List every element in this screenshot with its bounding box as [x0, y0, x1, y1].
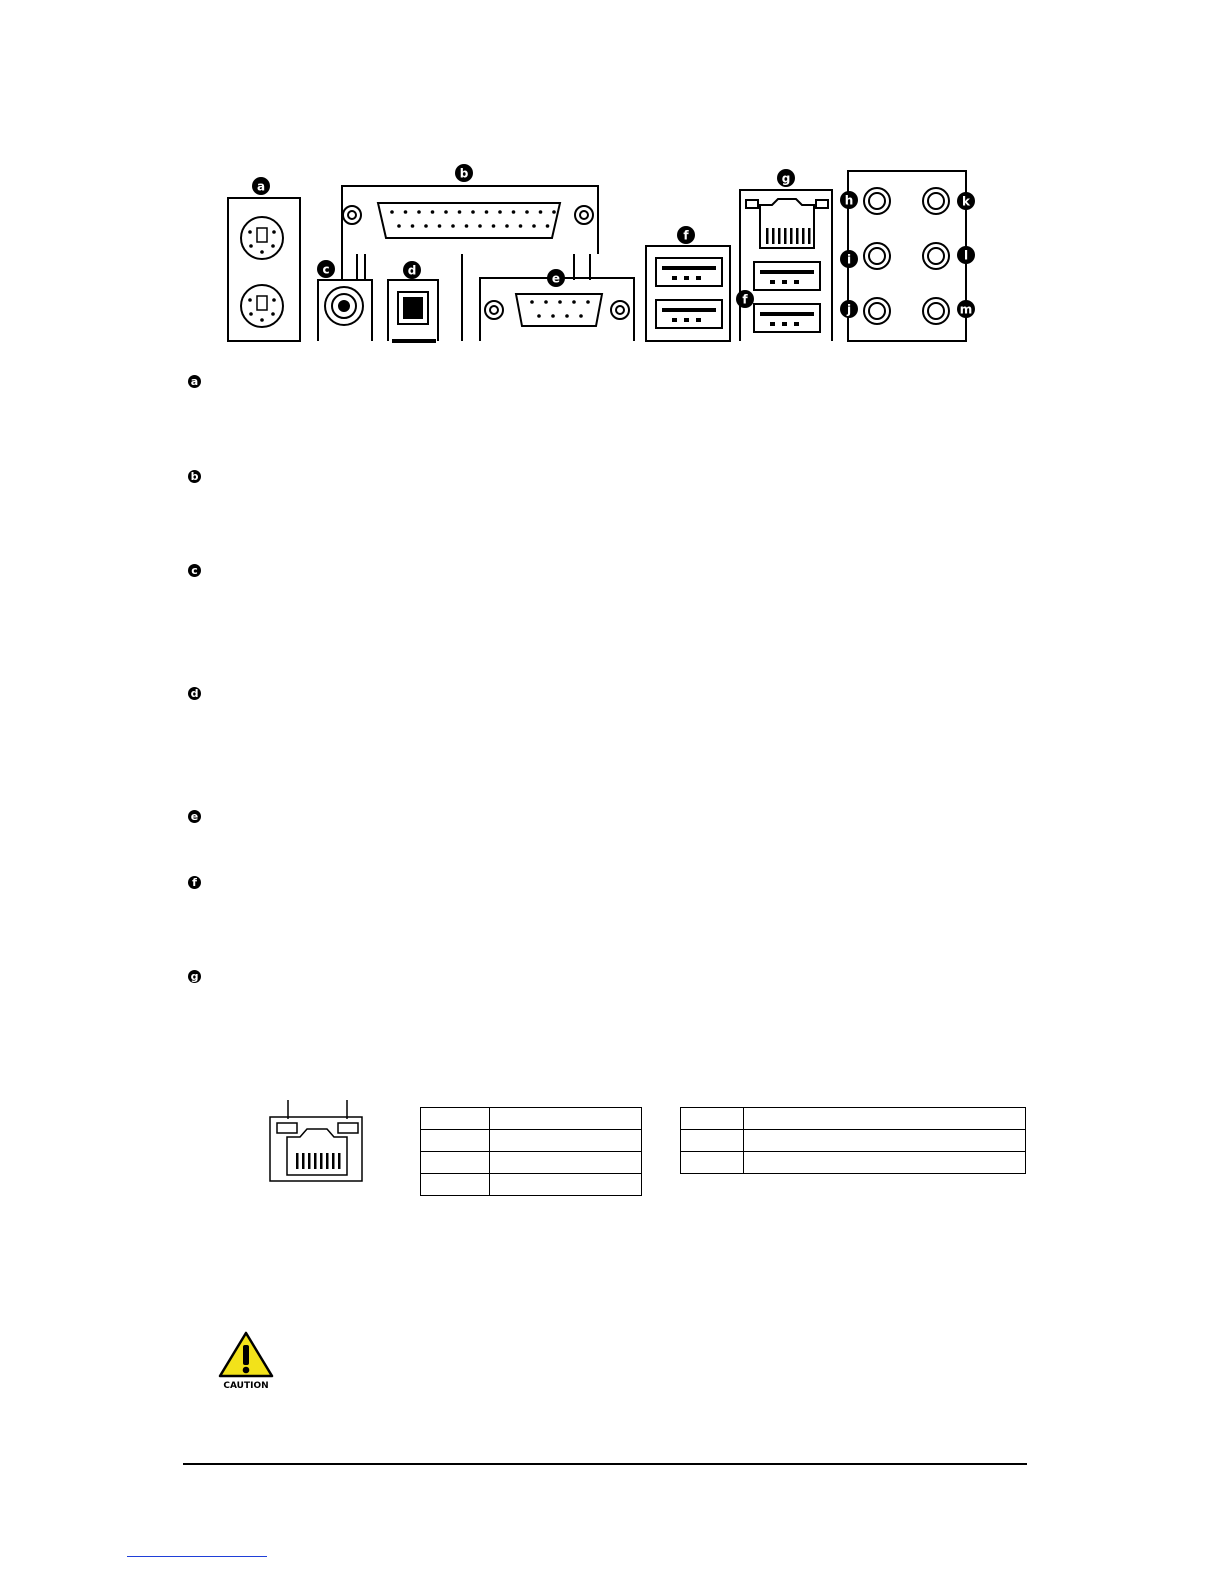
callout-e: e [551, 271, 561, 286]
caution-icon [216, 1330, 276, 1392]
table-row [421, 1130, 642, 1152]
callout-a: a [256, 179, 266, 194]
audio-jack-k [923, 188, 949, 214]
parallel-pin [512, 210, 516, 214]
callout-d: d [407, 263, 417, 278]
parallel-pin [498, 210, 502, 214]
audio-jack-h [864, 188, 890, 214]
audio-jack-m [923, 298, 949, 324]
table-row [681, 1130, 1026, 1152]
usb-port-1 [656, 258, 722, 286]
footer-link-underline [127, 1556, 267, 1557]
parallel-pin [424, 224, 428, 228]
parallel-pin [525, 210, 529, 214]
parallel-pin [519, 224, 523, 228]
ps2-port-block [228, 198, 300, 341]
callout-f-top: f [683, 228, 689, 243]
audio-jack-i [864, 243, 890, 269]
lan-activity-led-table [680, 1107, 1026, 1174]
section-a-marker: a [188, 375, 201, 388]
usb-port-3 [754, 262, 820, 290]
parallel-port-frame [342, 186, 598, 254]
parallel-pin [546, 224, 550, 228]
table-row [681, 1108, 1026, 1130]
callout-j: j [846, 302, 852, 317]
lan-led-diagram [265, 1095, 367, 1185]
section-e-marker: e [188, 810, 201, 823]
parallel-pin [539, 210, 543, 214]
usb-port-block [646, 246, 730, 341]
footer-rule [183, 1463, 1027, 1465]
usb-port-4 [754, 304, 820, 332]
parallel-pin [478, 224, 482, 228]
parallel-pin [390, 210, 394, 214]
section-c-marker: c [188, 564, 201, 577]
section-g-marker: g [188, 970, 201, 983]
section-f-marker: f [188, 876, 201, 889]
callout-m: m [959, 302, 973, 317]
table-row [421, 1152, 642, 1174]
callout-b: b [459, 166, 469, 181]
parallel-port-shell [378, 203, 560, 238]
callout-f-bottom: f [742, 292, 748, 307]
parallel-pin [492, 224, 496, 228]
parallel-pin [485, 210, 489, 214]
caution-label: CAUTION [223, 1381, 269, 1391]
serial-port-shell [516, 294, 602, 326]
parallel-pin [458, 210, 462, 214]
parallel-pin [404, 210, 408, 214]
section-d-marker: d [188, 687, 201, 700]
lan-speed-led-table [420, 1107, 642, 1196]
table-row [421, 1174, 642, 1196]
parallel-pin [451, 224, 455, 228]
parallel-pin [444, 210, 448, 214]
callout-k: k [962, 194, 970, 209]
callout-i: i [846, 252, 852, 267]
parallel-pin [411, 224, 415, 228]
parallel-pin [505, 224, 509, 228]
callout-l: l [963, 248, 969, 263]
table-row [681, 1152, 1026, 1174]
usb-port-2 [656, 300, 722, 328]
parallel-pin [471, 210, 475, 214]
back-panel-diagram [0, 0, 1224, 360]
parallel-pin [397, 224, 401, 228]
callout-g: g [781, 171, 791, 186]
audio-jack-l [923, 243, 949, 269]
callout-h: h [844, 193, 854, 208]
parallel-pin [552, 210, 556, 214]
parallel-pin [417, 210, 421, 214]
parallel-pin [465, 224, 469, 228]
parallel-pin [431, 210, 435, 214]
callout-c: c [322, 262, 330, 277]
section-b-marker: b [188, 470, 201, 483]
parallel-pin [438, 224, 442, 228]
audio-jack-j [864, 298, 890, 324]
parallel-pin [532, 224, 536, 228]
table-row [421, 1108, 642, 1130]
